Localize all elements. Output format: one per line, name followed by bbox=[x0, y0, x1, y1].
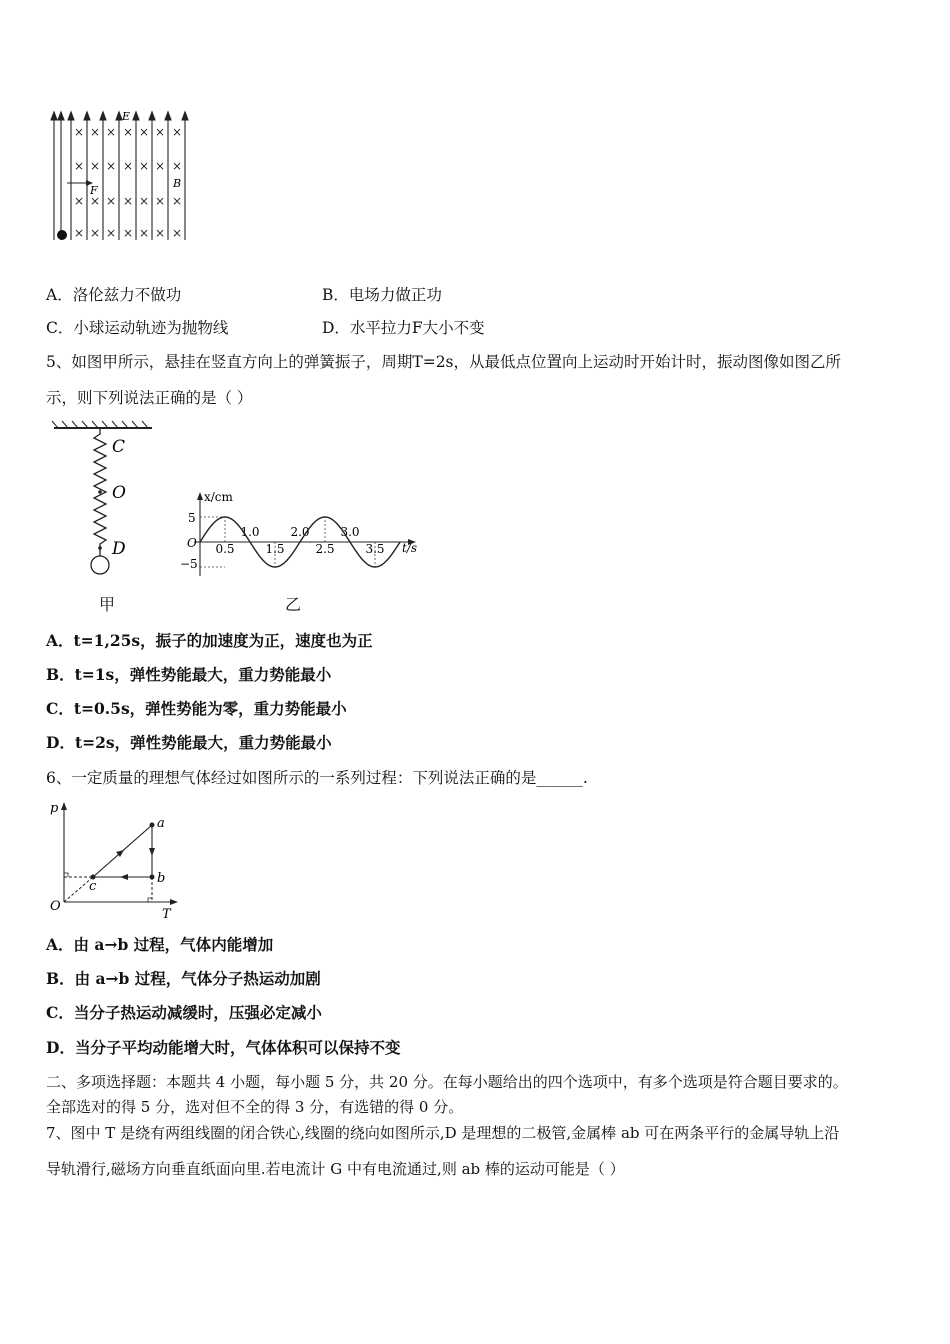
cross-mark: × bbox=[105, 125, 117, 139]
q5-option-a: A．t=1,25s，振子的加速度为正，速度也为正 bbox=[46, 631, 373, 650]
x-tick-label: 2.0 bbox=[290, 525, 310, 539]
cross-mark: × bbox=[138, 194, 150, 208]
x-tick-label: 1.5 bbox=[265, 542, 285, 556]
cross-mark: × bbox=[171, 159, 183, 173]
label-a: a bbox=[157, 816, 165, 831]
x-tick-label: 2.5 bbox=[315, 542, 335, 556]
cross-mark: × bbox=[105, 159, 117, 173]
x-tick-label: 3.0 bbox=[340, 525, 360, 539]
q6-option-b: B．由 a→b 过程，气体分子热运动加剧 bbox=[46, 969, 321, 988]
fig-jia-caption: 甲 bbox=[99, 595, 116, 614]
spring-oscillator-figure bbox=[48, 420, 158, 580]
y-tick-negative: −5 bbox=[180, 557, 198, 571]
y-tick-positive: 5 bbox=[188, 511, 196, 525]
cross-mark: × bbox=[154, 194, 166, 208]
q4-option-a: A．洛伦兹力不做功 bbox=[46, 286, 182, 304]
label-C: C bbox=[112, 437, 126, 457]
label-B: B bbox=[173, 177, 182, 190]
q5-stem-line1: 5、如图甲所示，悬挂在竖直方向上的弹簧振子，周期T=2s，从最低点位置向上运动时开始计时，振动图像如图乙所 bbox=[46, 353, 842, 371]
cross-mark: × bbox=[171, 194, 183, 208]
cross-mark: × bbox=[89, 125, 101, 139]
charged-ball bbox=[57, 230, 67, 240]
q6-option-a: A．由 a→b 过程，气体内能增加 bbox=[46, 935, 274, 954]
cross-mark: × bbox=[122, 194, 134, 208]
label-b: b bbox=[157, 871, 166, 886]
cross-mark: × bbox=[89, 159, 101, 173]
p-T-diagram bbox=[44, 798, 184, 923]
cross-mark: × bbox=[154, 226, 166, 240]
q5-option-c: C．t=0.5s，弹性势能为零，重力势能最小 bbox=[46, 699, 347, 718]
cross-mark: × bbox=[105, 194, 117, 208]
q6-option-c: C．当分子热运动减缓时，压强必定减小 bbox=[46, 1003, 322, 1022]
cross-mark: × bbox=[89, 194, 101, 208]
q6-option-d: D．当分子平均动能增大时，气体体积可以保持不变 bbox=[46, 1038, 401, 1057]
label-c: c bbox=[89, 879, 97, 894]
cross-mark: × bbox=[73, 226, 85, 240]
y-axis-label: x/cm bbox=[204, 490, 233, 504]
cross-mark: × bbox=[122, 125, 134, 139]
label-O: O bbox=[50, 899, 61, 914]
cross-mark: × bbox=[171, 125, 183, 139]
vibration-graph bbox=[180, 488, 440, 588]
cross-mark: × bbox=[154, 125, 166, 139]
q5-option-b: B．t=1s，弹性势能最大，重力势能最小 bbox=[46, 665, 332, 684]
label-T: T bbox=[162, 907, 171, 922]
label-F: F bbox=[90, 184, 98, 197]
x-axis-label: t/s bbox=[402, 541, 418, 555]
q7-line2: 导轨滑行,磁场方向垂直纸面向里.若电流计 G 中有电流通过,则 ab 棒的运动可能是（ ） bbox=[46, 1160, 625, 1178]
em-field-figure bbox=[40, 108, 240, 248]
q5-stem-line2: 示，则下列说法正确的是（ ） bbox=[46, 389, 253, 407]
cross-mark: × bbox=[73, 125, 85, 139]
q5-option-d: D．t=2s，弹性势能最大，重力势能最小 bbox=[46, 733, 332, 752]
x-tick-label: 1.0 bbox=[240, 525, 260, 539]
q4-option-d: D．水平拉力F大小不变 bbox=[322, 319, 485, 337]
origin-label: O bbox=[187, 536, 197, 550]
section2-line2: 全部选对的得 5 分，选对但不全的得 3 分，有选错的得 0 分。 bbox=[46, 1098, 464, 1116]
cross-mark: × bbox=[138, 125, 150, 139]
label-p: p bbox=[50, 801, 59, 816]
label-E: E bbox=[122, 110, 131, 123]
cross-mark: × bbox=[138, 159, 150, 173]
q4-option-c: C．小球运动轨迹为抛物线 bbox=[46, 319, 229, 337]
x-tick-label: 0.5 bbox=[215, 542, 235, 556]
cross-mark: × bbox=[171, 226, 183, 240]
q7-line1: 7、图中 T 是绕有两组线圈的闭合铁心,线圈的绕向如图所示,D 是理想的二极管,金属棒 ab 可在两条平行的金属导轨上沿 bbox=[46, 1124, 840, 1142]
section2-line1: 二、多项选择题：本题共 4 小题，每小题 5 分，共 20 分。在每小题给出的四个选项中，有多个选项是符合题目要求的。 bbox=[46, 1073, 848, 1091]
cross-mark: × bbox=[138, 226, 150, 240]
fig-yi-caption: 乙 bbox=[285, 595, 302, 614]
cross-mark: × bbox=[122, 226, 134, 240]
x-tick-label: 3.5 bbox=[365, 542, 385, 556]
cross-mark: × bbox=[105, 226, 117, 240]
cross-mark: × bbox=[73, 194, 85, 208]
label-O: O bbox=[112, 483, 126, 503]
cross-mark: × bbox=[154, 159, 166, 173]
q4-option-b: B．电场力做正功 bbox=[322, 286, 442, 304]
q6-stem: 6、一定质量的理想气体经过如图所示的一系列过程：下列说法正确的是______. bbox=[46, 769, 588, 787]
label-D: D bbox=[112, 539, 126, 559]
cross-mark: × bbox=[122, 159, 134, 173]
cross-mark: × bbox=[89, 226, 101, 240]
cross-mark: × bbox=[73, 159, 85, 173]
